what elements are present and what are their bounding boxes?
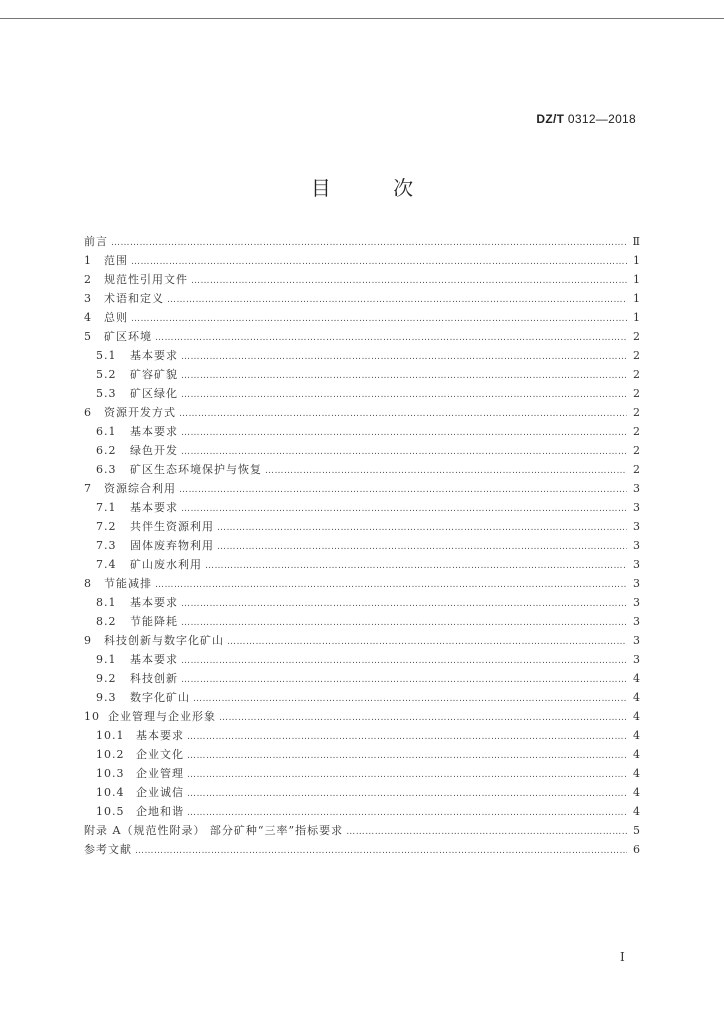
toc-entry-page: 4 <box>633 748 640 761</box>
dot-leader <box>155 329 627 348</box>
table-of-contents <box>84 232 640 859</box>
toc-entry-label <box>84 308 128 327</box>
toc-entry[interactable] <box>84 460 640 479</box>
toc-entry-page: Ⅱ <box>632 235 640 248</box>
toc-entry-number: 10 <box>84 710 100 723</box>
toc-entry-page: 2 <box>633 406 640 419</box>
toc-entry-page: 3 <box>633 653 640 666</box>
toc-entry-text: 基本要求 <box>130 349 178 362</box>
toc-entry-label <box>96 802 184 821</box>
toc-entry[interactable] <box>84 650 640 669</box>
dot-leader <box>217 538 627 557</box>
header-rule <box>0 18 724 19</box>
dot-leader <box>135 842 627 861</box>
toc-entry-number: 9.3 <box>96 691 117 704</box>
toc-entry[interactable] <box>84 365 640 384</box>
dot-leader <box>187 728 627 747</box>
toc-entry-page: 4 <box>633 691 640 704</box>
toc-entry-page: 5 <box>633 824 640 837</box>
toc-entry-text: 基本要求 <box>130 653 178 666</box>
toc-entry[interactable] <box>84 783 640 802</box>
toc-entry-page: 1 <box>633 273 640 286</box>
toc-entry-page: 2 <box>633 330 640 343</box>
toc-entry-label <box>96 688 190 707</box>
toc-entry-text: 企业文化 <box>136 748 184 761</box>
toc-entry-number: 5.2 <box>96 368 117 381</box>
toc-entry-text: 绿色开发 <box>130 444 178 457</box>
toc-entry-label <box>96 650 178 669</box>
toc-entry-text: 科技创新 <box>130 672 178 685</box>
toc-entry-label <box>84 289 164 308</box>
toc-entry[interactable] <box>84 422 640 441</box>
toc-entry-text: 数字化矿山 <box>130 691 190 704</box>
toc-entry-label <box>84 327 152 346</box>
toc-entry-label <box>96 726 184 745</box>
toc-entry[interactable] <box>84 308 640 327</box>
toc-entry-label <box>96 783 184 802</box>
toc-entry-number: 7.3 <box>96 539 117 552</box>
toc-entry-number: 10.1 <box>96 729 125 742</box>
toc-entry-label <box>84 631 224 650</box>
toc-entry-page: 2 <box>633 425 640 438</box>
toc-entry-label <box>96 346 178 365</box>
toc-entry-text: 术语和定义 <box>104 292 164 305</box>
dot-leader <box>217 519 627 538</box>
dot-leader <box>187 785 627 804</box>
toc-entry-text: 参考文献 <box>84 843 132 856</box>
toc-entry-page: 1 <box>633 292 640 305</box>
toc-entry-text: 企业管理与企业形象 <box>108 710 216 723</box>
toc-entry[interactable] <box>84 232 640 251</box>
toc-entry-text: 基本要求 <box>130 596 178 609</box>
toc-entry[interactable] <box>84 270 640 289</box>
toc-entry-label <box>96 365 178 384</box>
toc-entry[interactable] <box>84 251 640 270</box>
page-title: 目 次 <box>310 176 442 200</box>
toc-entry[interactable] <box>84 289 640 308</box>
toc-entry-text: 基本要求 <box>130 501 178 514</box>
document-code <box>536 112 636 126</box>
dot-leader <box>155 576 627 595</box>
toc-entry[interactable] <box>84 726 640 745</box>
document-code-prefix: DZ/T <box>536 112 565 126</box>
toc-entry-number: 10.3 <box>96 767 125 780</box>
toc-entry-number: 10.5 <box>96 805 125 818</box>
toc-entry-number: 1 <box>84 254 92 267</box>
toc-entry-text: 附录 A（规范性附录） 部分矿种“三率”指标要求 <box>84 824 344 837</box>
dot-leader <box>265 462 627 481</box>
toc-entry-page: 3 <box>633 634 640 647</box>
toc-entry-page: 4 <box>633 805 640 818</box>
dot-leader <box>181 500 627 519</box>
toc-entry[interactable] <box>84 707 640 726</box>
toc-entry[interactable] <box>84 403 640 422</box>
dot-leader <box>181 595 627 614</box>
toc-entry-page: 2 <box>633 463 640 476</box>
toc-entry-number: 9.1 <box>96 653 117 666</box>
toc-entry-text: 矿区绿化 <box>130 387 178 400</box>
dot-leader <box>181 652 627 671</box>
toc-entry[interactable] <box>84 669 640 688</box>
toc-entry-number: 6.1 <box>96 425 117 438</box>
toc-entry-page: 3 <box>633 482 640 495</box>
toc-entry-number: 6 <box>84 406 92 419</box>
dot-leader <box>346 823 627 842</box>
page-number: I <box>620 950 625 964</box>
toc-entry-page: 3 <box>633 596 640 609</box>
toc-entry-label <box>96 536 214 555</box>
toc-entry-text: 企地和谐 <box>136 805 184 818</box>
dot-leader <box>181 348 627 367</box>
dot-leader <box>179 481 627 500</box>
toc-entry-text: 共伴生资源利用 <box>130 520 214 533</box>
dot-leader <box>111 234 627 253</box>
dot-leader <box>181 614 627 633</box>
dot-leader <box>191 272 627 291</box>
toc-entry-text: 节能降耗 <box>130 615 178 628</box>
toc-entry[interactable] <box>84 555 640 574</box>
toc-entry-number: 9 <box>84 634 92 647</box>
toc-entry-number: 2 <box>84 273 92 286</box>
toc-entry-label <box>96 498 178 517</box>
dot-leader <box>219 709 627 728</box>
toc-entry-page: 4 <box>633 710 640 723</box>
dot-leader <box>187 747 627 766</box>
toc-entry[interactable] <box>84 384 640 403</box>
toc-entry-page: 3 <box>633 520 640 533</box>
toc-entry-number: 8.1 <box>96 596 117 609</box>
toc-entry-label <box>96 669 178 688</box>
toc-entry-text: 规范性引用文件 <box>104 273 188 286</box>
toc-entry-page: 3 <box>633 577 640 590</box>
toc-entry[interactable] <box>84 593 640 612</box>
toc-entry[interactable] <box>84 764 640 783</box>
toc-entry-label <box>96 593 178 612</box>
toc-entry-page: 3 <box>633 615 640 628</box>
toc-entry-text: 基本要求 <box>130 425 178 438</box>
toc-entry[interactable] <box>84 745 640 764</box>
dot-leader <box>181 367 627 386</box>
toc-entry-label <box>96 517 214 536</box>
toc-entry-text: 矿区环境 <box>104 330 152 343</box>
toc-entry-number: 7 <box>84 482 92 495</box>
toc-entry-text: 资源开发方式 <box>104 406 176 419</box>
toc-entry-number: 8.2 <box>96 615 117 628</box>
toc-entry-number: 5.3 <box>96 387 117 400</box>
toc-entry-number: 5 <box>84 330 92 343</box>
toc-entry[interactable] <box>84 327 640 346</box>
toc-entry-label <box>96 460 262 479</box>
toc-entry-page: 4 <box>633 729 640 742</box>
toc-entry-text: 范围 <box>104 254 128 267</box>
toc-entry-page: 1 <box>633 254 640 267</box>
toc-entry-label <box>84 251 128 270</box>
toc-entry-label <box>84 232 108 251</box>
toc-entry-text: 矿容矿貌 <box>130 368 178 381</box>
toc-entry[interactable] <box>84 688 640 707</box>
toc-entry-text: 资源综合利用 <box>104 482 176 495</box>
dot-leader <box>131 253 627 272</box>
toc-entry-number: 10.2 <box>96 748 125 761</box>
toc-entry[interactable] <box>84 574 640 593</box>
toc-entry-number: 7.1 <box>96 501 117 514</box>
toc-entry[interactable] <box>84 441 640 460</box>
toc-entry-label <box>84 840 132 859</box>
dot-leader <box>227 633 627 652</box>
toc-entry[interactable] <box>84 498 640 517</box>
toc-entry-page: 2 <box>633 444 640 457</box>
toc-entry-page: 4 <box>633 786 640 799</box>
toc-entry-number: 5.1 <box>96 349 117 362</box>
document-code-number: 0312—2018 <box>567 112 636 126</box>
toc-entry-label <box>96 555 202 574</box>
toc-entry[interactable] <box>84 517 640 536</box>
dot-leader <box>187 766 627 785</box>
toc-entry-text: 前言 <box>84 235 108 248</box>
toc-entry-page: 3 <box>633 558 640 571</box>
toc-entry-page: 2 <box>633 349 640 362</box>
toc-entry-label <box>96 422 178 441</box>
toc-entry-page: 4 <box>633 672 640 685</box>
toc-entry-label <box>96 441 178 460</box>
toc-entry[interactable] <box>84 802 640 821</box>
toc-entry[interactable] <box>84 612 640 631</box>
dot-leader <box>179 405 627 424</box>
toc-entry[interactable] <box>84 536 640 555</box>
toc-entry-text: 节能减排 <box>104 577 152 590</box>
toc-entry-text: 企业诚信 <box>136 786 184 799</box>
toc-entry-text: 矿区生态环境保护与恢复 <box>130 463 262 476</box>
toc-entry-label <box>84 403 176 422</box>
toc-entry-page: 2 <box>633 387 640 400</box>
toc-entry-number: 10.4 <box>96 786 125 799</box>
toc-entry[interactable] <box>84 631 640 650</box>
toc-entry-text: 企业管理 <box>136 767 184 780</box>
toc-entry-label <box>84 270 188 289</box>
toc-entry-label <box>96 384 178 403</box>
toc-entry[interactable] <box>84 821 640 840</box>
toc-entry-number: 8 <box>84 577 92 590</box>
dot-leader <box>181 386 627 405</box>
toc-entry-page: 4 <box>633 767 640 780</box>
toc-entry-number: 7.4 <box>96 558 117 571</box>
dot-leader <box>181 424 627 443</box>
toc-entry-number: 6.2 <box>96 444 117 457</box>
toc-entry-page: 3 <box>633 539 640 552</box>
toc-entry-label <box>84 574 152 593</box>
toc-entry-number: 4 <box>84 311 92 324</box>
toc-entry-label <box>96 764 184 783</box>
toc-entry-number: 7.2 <box>96 520 117 533</box>
dot-leader <box>167 291 627 310</box>
toc-entry-label <box>84 479 176 498</box>
toc-entry[interactable] <box>84 840 640 859</box>
toc-entry-page: 2 <box>633 368 640 381</box>
toc-entry-text: 科技创新与数字化矿山 <box>104 634 224 647</box>
toc-entry-text: 基本要求 <box>136 729 184 742</box>
toc-entry[interactable] <box>84 479 640 498</box>
toc-entry-page: 6 <box>633 843 640 856</box>
dot-leader <box>131 310 627 329</box>
toc-entry-number: 3 <box>84 292 92 305</box>
toc-entry-text: 总则 <box>104 311 128 324</box>
dot-leader <box>181 671 627 690</box>
toc-entry-label <box>84 821 343 840</box>
dot-leader <box>205 557 627 576</box>
toc-entry-page: 3 <box>633 501 640 514</box>
toc-entry[interactable] <box>84 346 640 365</box>
toc-entry-text: 矿山废水利用 <box>130 558 202 571</box>
dot-leader <box>193 690 627 709</box>
toc-entry-number: 9.2 <box>96 672 117 685</box>
toc-entry-label <box>84 707 216 726</box>
toc-entry-number: 6.3 <box>96 463 117 476</box>
toc-entry-label <box>96 612 178 631</box>
toc-entry-text: 固体废弃物利用 <box>130 539 214 552</box>
toc-entry-label <box>96 745 184 764</box>
toc-entry-page: 1 <box>633 311 640 324</box>
